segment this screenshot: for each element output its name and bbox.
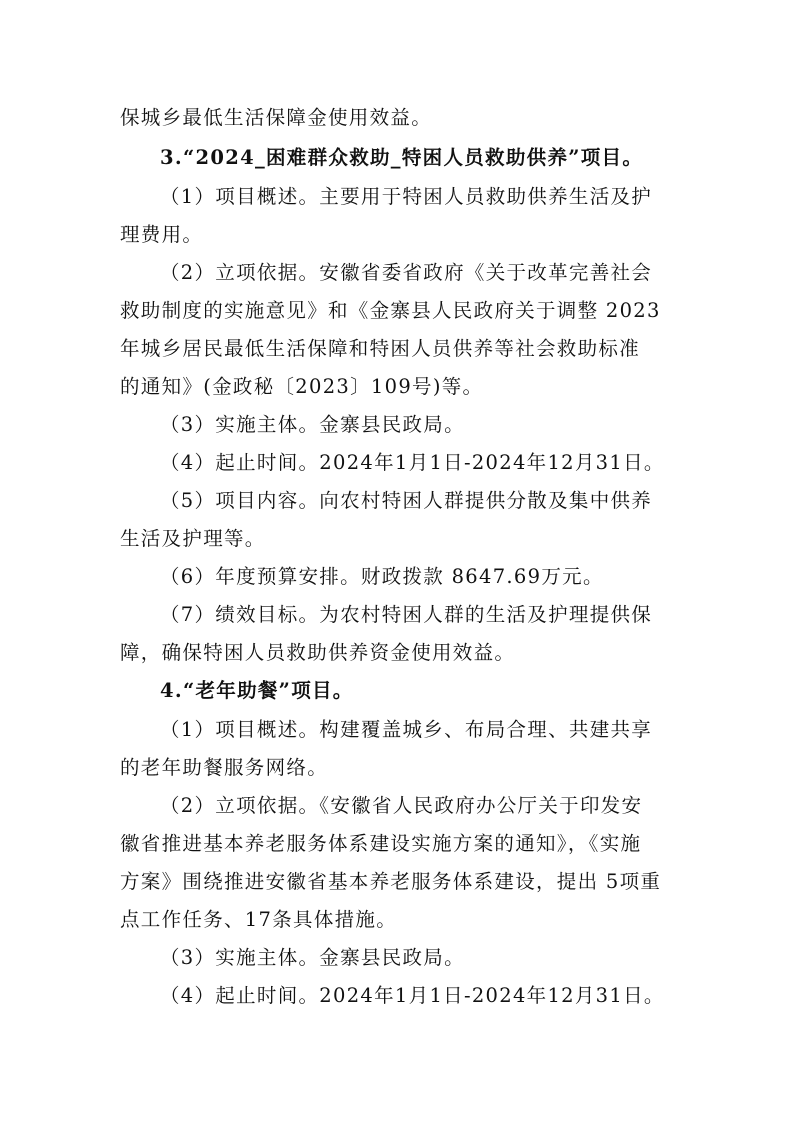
paragraph-line: 的老年助餐服务网络。	[120, 756, 329, 779]
paragraph-line: （5）项目内容。向农村特困人群提供分散及集中供养	[160, 489, 653, 512]
paragraph-line: 生活及护理等。	[120, 527, 266, 550]
paragraph-line: （1）项目概述。主要用于特困人员救助供养生活及护	[160, 185, 653, 208]
paragraph-line: （1）项目概述。构建覆盖城乡、布局合理、共建共享	[160, 718, 653, 741]
paragraph-line: 障，确保特困人员救助供养资金使用效益。	[120, 641, 516, 664]
paragraph-line: （6）年度预算安排。财政拨款 8647.69万元。	[160, 565, 604, 588]
paragraph-line: 徽省推进基本养老服务体系建设实施方案的通知》，《实施	[120, 832, 642, 855]
paragraph-line-continuation: 保城乡最低生活保障金使用效益。	[120, 106, 433, 129]
paragraph-line: （3）实施主体。金寨县民政局。	[160, 946, 465, 969]
paragraph-line: 救助制度的实施意见》和《金寨县人民政府关于调整 2023	[120, 299, 661, 322]
paragraph-line: 的通知》(金政秘〔2023〕109号)等。	[120, 375, 484, 398]
paragraph-line: 理费用。	[120, 223, 204, 246]
section-heading-3: 3.“2024_困难群众救助_特困人员救助供养”项目。	[160, 146, 644, 169]
paragraph-line: （3）实施主体。金寨县民政局。	[160, 413, 465, 436]
paragraph-line: 点工作任务、17条具体措施。	[120, 908, 398, 931]
paragraph-line: 方案》围绕推进安徽省基本养老服务体系建设，提出 5项重	[120, 870, 662, 893]
paragraph-line: （4）起止时间。2024年1月1日-2024年12月31日。	[160, 451, 665, 474]
paragraph-line: （7）绩效目标。为农村特困人群的生活及护理提供保	[160, 603, 653, 626]
paragraph-line: 年城乡居民最低生活保障和特困人员供养等社会救助标准	[120, 337, 641, 360]
paragraph-line: （2）立项依据。《安徽省人民政府办公厅关于印发安	[160, 794, 643, 817]
paragraph-line: （2）立项依据。安徽省委省政府《关于改革完善社会	[160, 261, 653, 284]
section-heading-4: 4.“老年助餐”项目。	[160, 679, 354, 702]
paragraph-line: （4）起止时间。2024年1月1日-2024年12月31日。	[160, 984, 665, 1007]
